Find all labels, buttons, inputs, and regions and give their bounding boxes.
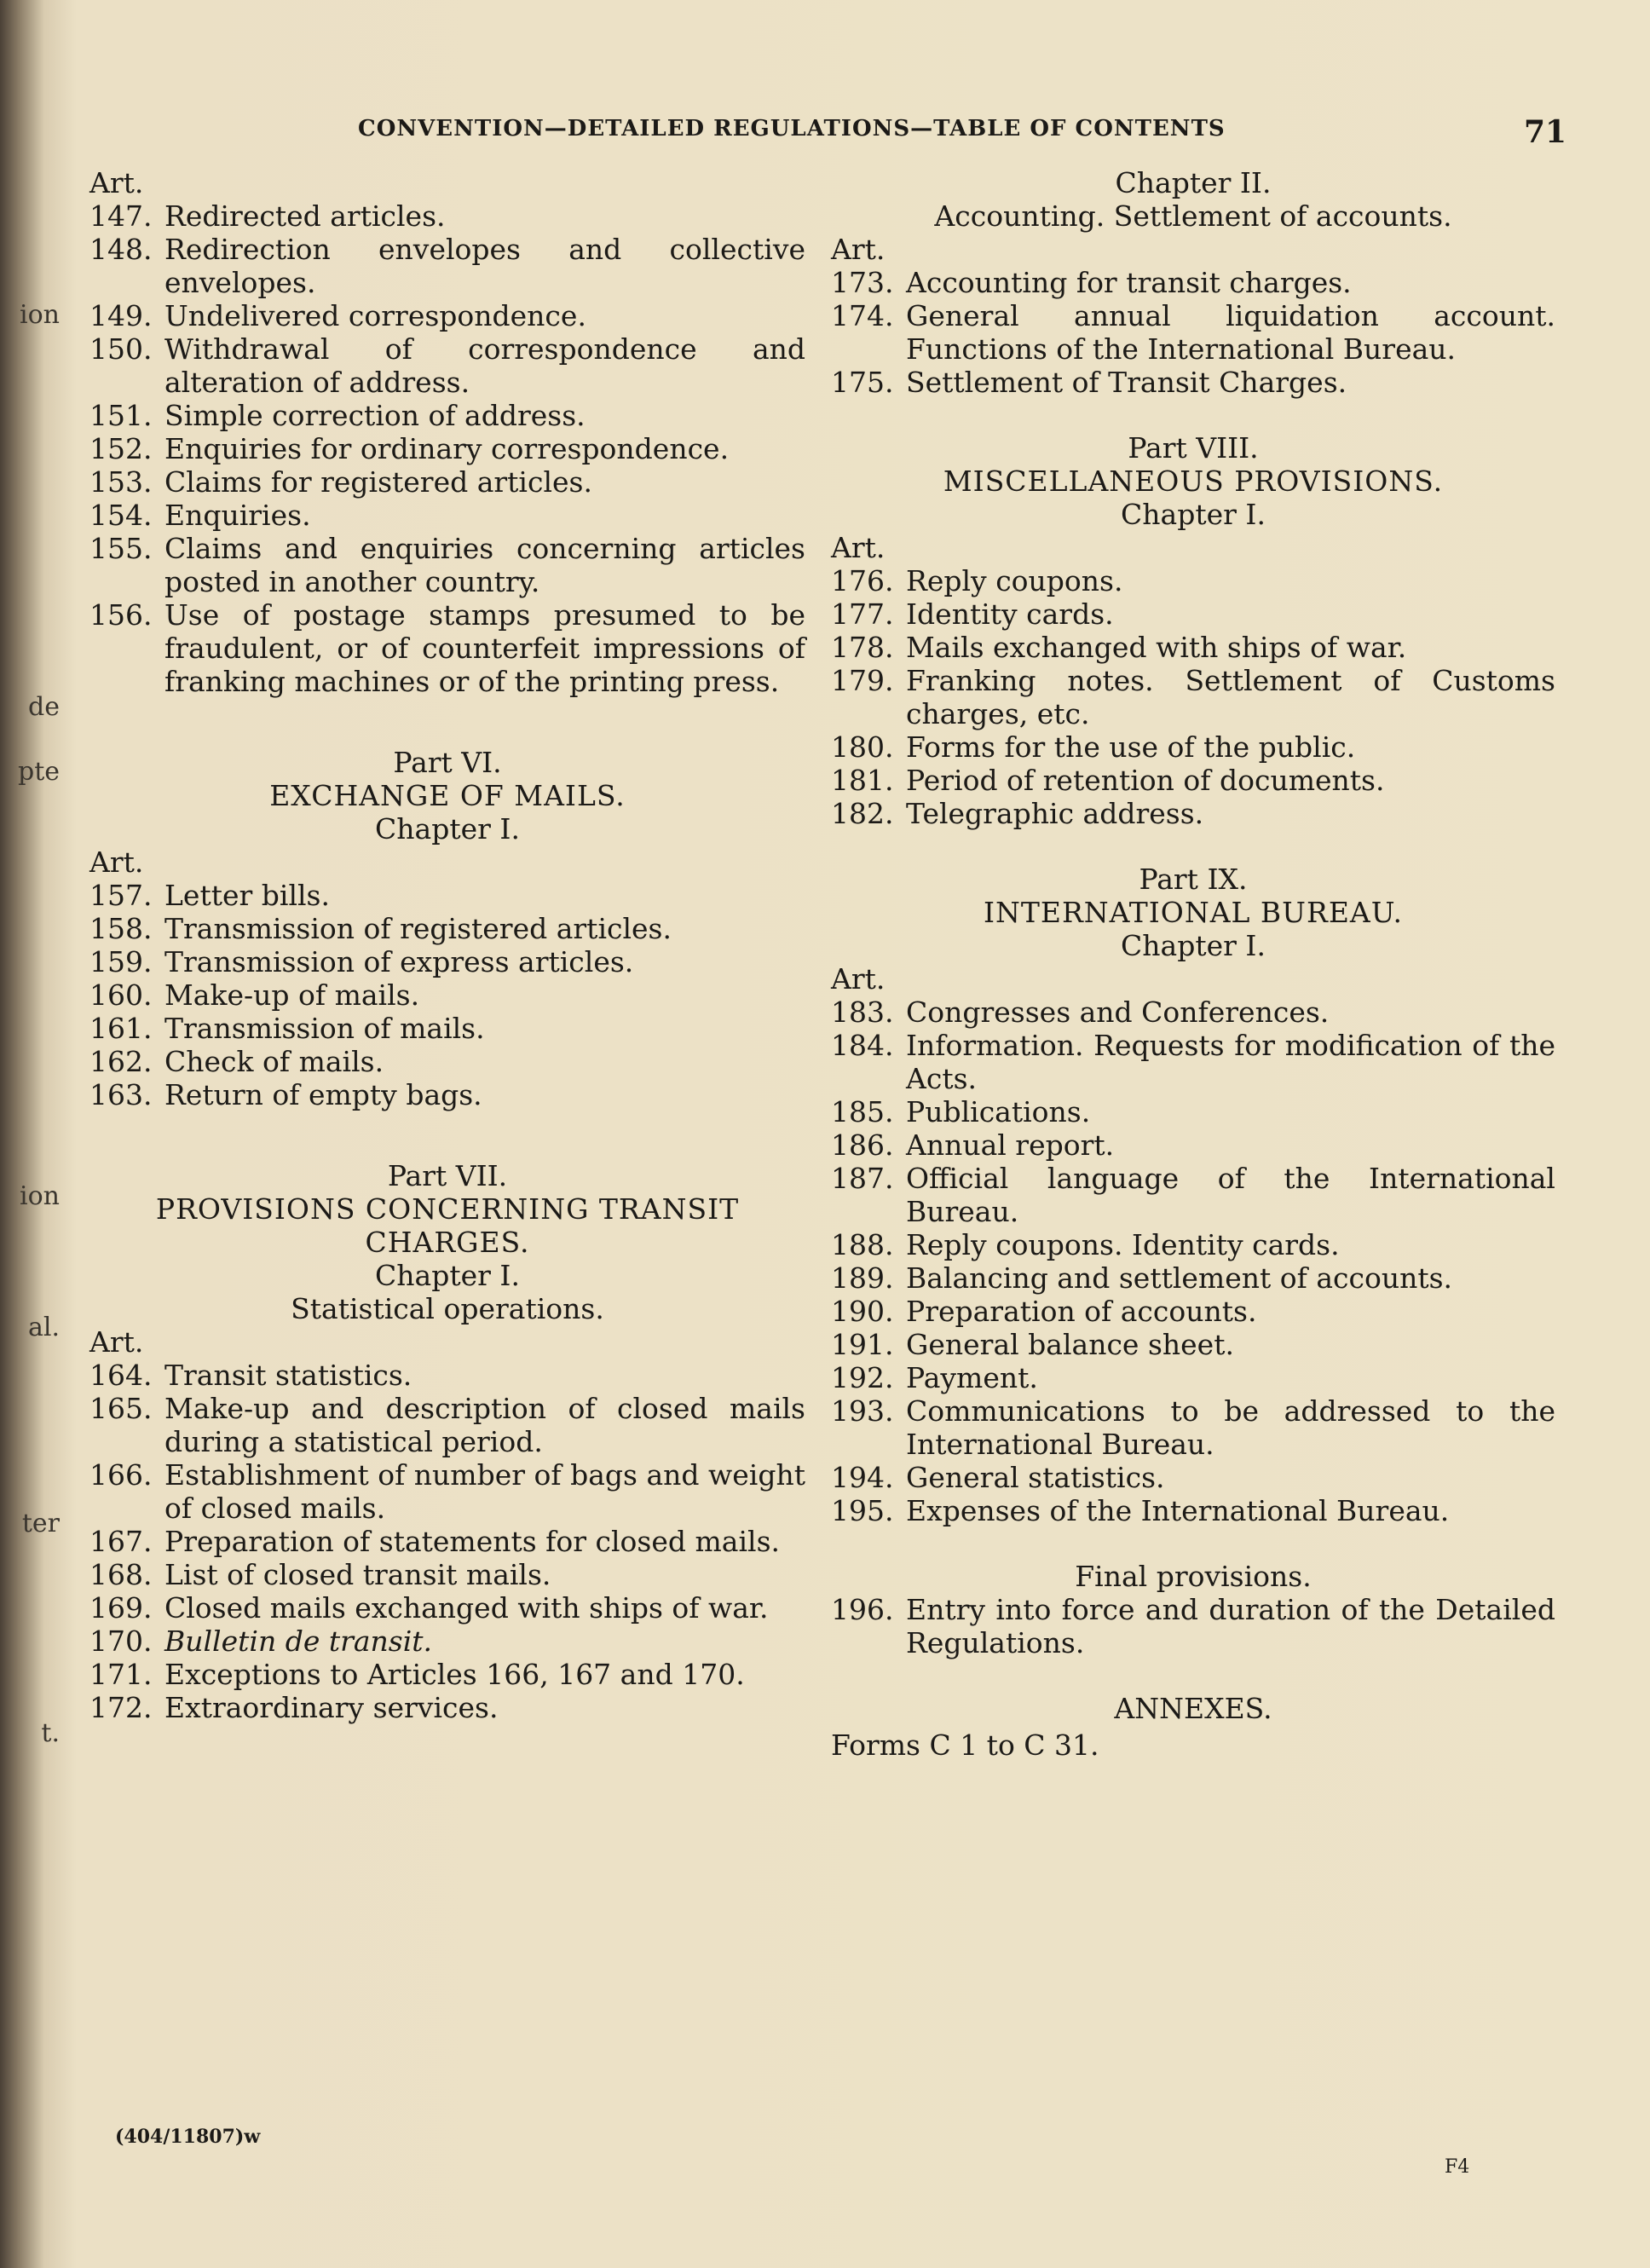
article-number: 177. <box>831 597 894 631</box>
article-title: Reply coupons. Identity cards. <box>906 1228 1340 1261</box>
article-title: General annual liquidation account. Functions of the International Bureau. <box>906 299 1555 366</box>
article-title: Redirected articles. <box>164 199 446 233</box>
toc-entry <box>831 1029 1555 1095</box>
article-number: 183. <box>831 995 894 1029</box>
margin-bleed-4: ion <box>20 1181 60 1211</box>
part-title: PROVISIONS CONCERNING TRANSIT CHARGES. <box>155 1192 740 1259</box>
article-number: 171. <box>89 1658 153 1691</box>
article-number: 194. <box>831 1461 894 1494</box>
toc-entry <box>831 1461 1555 1494</box>
article-number: 149. <box>89 299 153 332</box>
article-title: Congresses and Conferences. <box>906 995 1330 1029</box>
toc-entry <box>831 1593 1555 1659</box>
article-list <box>831 1593 1555 1659</box>
toc-entry <box>89 598 805 698</box>
article-number: 153. <box>89 465 153 499</box>
part-title: MISCELLANEOUS PROVISIONS. <box>943 465 1444 498</box>
article-title: Transmission of mails. <box>164 1012 485 1045</box>
toc-entry <box>89 532 805 598</box>
margin-bleed-3: pte <box>17 757 60 787</box>
article-title: Enquiries for ordinary correspondence. <box>164 432 730 465</box>
part-heading: Part VI. <box>393 746 502 779</box>
toc-entry <box>89 1045 805 1078</box>
toc-entry <box>831 1095 1555 1128</box>
article-title: Redirection envelopes and collective envelopes. <box>164 233 805 299</box>
part-title: INTERNATIONAL BUREAU. <box>983 896 1404 929</box>
article-title: Undelivered correspondence. <box>164 299 586 332</box>
toc-entry <box>89 399 805 432</box>
article-title: Simple correction of address. <box>164 399 586 432</box>
chapter-heading: Chapter I. <box>375 812 520 845</box>
article-number: 174. <box>831 299 894 332</box>
article-number: 173. <box>831 266 894 299</box>
toc-entry <box>89 499 805 532</box>
article-title: Return of empty bags. <box>164 1078 482 1111</box>
toc-entry <box>831 266 1555 299</box>
toc-entry <box>831 366 1555 399</box>
article-number: 189. <box>831 1261 894 1295</box>
article-number: 172. <box>89 1691 153 1724</box>
chapter-title: Accounting. Settlement of accounts. <box>934 199 1452 233</box>
article-number: 196. <box>831 1593 894 1626</box>
toc-entry <box>831 1228 1555 1261</box>
article-title: Franking notes. Settlement of Customs charges, etc. <box>906 664 1555 730</box>
toc-entry <box>89 233 805 299</box>
toc-entry <box>89 1078 805 1111</box>
article-title: Information. Requests for modification of the Acts. <box>906 1029 1555 1095</box>
chapter-heading: Chapter I. <box>375 1259 520 1292</box>
toc-entry <box>831 1162 1555 1228</box>
article-title: Transmission of express articles. <box>164 945 634 978</box>
article-number: 165. <box>89 1392 153 1425</box>
article-number: 191. <box>831 1328 894 1361</box>
article-number: 160. <box>89 978 153 1012</box>
annexes-heading: ANNEXES. <box>1114 1692 1272 1725</box>
article-title: Communications to be addressed to the International Bureau. <box>906 1394 1555 1461</box>
article-number: 195. <box>831 1494 894 1527</box>
article-number: 163. <box>89 1078 153 1111</box>
article-title: Letter bills. <box>164 879 330 912</box>
article-number: 154. <box>89 499 153 532</box>
toc-entry <box>831 995 1555 1029</box>
toc-entry <box>831 631 1555 664</box>
article-list <box>831 266 1555 399</box>
article-title: Balancing and settlement of accounts. <box>906 1261 1453 1295</box>
article-number: 157. <box>89 879 153 912</box>
article-title: General balance sheet. <box>906 1328 1234 1361</box>
article-title: Settlement of Transit Charges. <box>906 366 1347 399</box>
toc-entry <box>89 1625 805 1658</box>
toc-entry <box>89 199 805 233</box>
article-title: Establishment of number of bags and weight of closed mails. <box>164 1458 805 1525</box>
article-title: Entry into force and duration of the Detailed Regulations. <box>906 1593 1555 1659</box>
margin-bleed-1: ion <box>20 300 60 330</box>
article-title: Claims for registered articles. <box>164 465 592 499</box>
article-title: Mails exchanged with ships of war. <box>906 631 1407 664</box>
article-title: Check of mails. <box>164 1045 384 1078</box>
article-number: 147. <box>89 199 153 233</box>
final-provisions-heading: Final provisions. <box>1075 1560 1312 1593</box>
toc-entry <box>89 1359 805 1392</box>
toc-entry <box>89 1558 805 1591</box>
art-label: Art. <box>89 1325 144 1359</box>
part-heading: Part VII. <box>387 1159 508 1192</box>
toc-entry <box>89 299 805 332</box>
article-number: 148. <box>89 233 153 266</box>
print-code: (404/11807)w <box>115 2126 261 2148</box>
margin-bleed-6: ter <box>21 1509 60 1538</box>
margin-bleed-7: t. <box>41 1718 60 1748</box>
article-number: 184. <box>831 1029 894 1062</box>
article-title: Preparation of statements for closed mails. <box>164 1525 781 1558</box>
article-number: 150. <box>89 332 153 366</box>
toc-entry <box>831 1295 1555 1328</box>
margin-bleed-5: al. <box>27 1313 60 1342</box>
toc-entry <box>89 978 805 1012</box>
article-number: 170. <box>89 1625 153 1658</box>
toc-entry <box>831 664 1555 730</box>
article-title: Claims and enquiries concerning articles posted in another country. <box>164 532 805 598</box>
article-title: Reply coupons. <box>906 564 1123 597</box>
article-title: Exceptions to Articles 166, 167 and 170. <box>164 1658 745 1691</box>
toc-entry <box>831 1494 1555 1527</box>
toc-entry <box>831 597 1555 631</box>
article-number: 168. <box>89 1558 153 1591</box>
article-number: 187. <box>831 1162 894 1195</box>
chapter-subtitle: Statistical operations. <box>291 1292 604 1325</box>
toc-entry <box>89 1691 805 1724</box>
toc-entry <box>831 1328 1555 1361</box>
article-number: 190. <box>831 1295 894 1328</box>
toc-entry <box>89 912 805 945</box>
toc-entry <box>89 1392 805 1458</box>
article-number: 167. <box>89 1525 153 1558</box>
toc-entry <box>89 879 805 912</box>
running-title: CONVENTION—DETAILED REGULATIONS—TABLE OF CONTENTS <box>358 116 1226 141</box>
article-number: 166. <box>89 1458 153 1492</box>
article-number: 175. <box>831 366 894 399</box>
art-label: Art. <box>831 962 886 995</box>
article-number: 179. <box>831 664 894 697</box>
article-title: Enquiries. <box>164 499 311 532</box>
toc-entry <box>831 1394 1555 1461</box>
toc-entry <box>89 332 805 399</box>
article-title: Make-up and description of closed mails during a statistical period. <box>164 1392 805 1458</box>
art-label: Art. <box>831 531 886 564</box>
article-number: 155. <box>89 532 153 565</box>
article-title: Bulletin de transit. <box>164 1625 433 1658</box>
article-title: Expenses of the International Bureau. <box>906 1494 1450 1527</box>
article-number: 161. <box>89 1012 153 1045</box>
article-number: 158. <box>89 912 153 945</box>
toc-entry <box>89 1591 805 1625</box>
article-title: Use of postage stamps presumed to be fraudulent, or of counterfeit impressions of franking machines or of the printing press. <box>164 598 805 698</box>
article-number: 159. <box>89 945 153 978</box>
article-number: 188. <box>831 1228 894 1261</box>
article-list <box>831 564 1555 830</box>
article-title: Make-up of mails. <box>164 978 420 1012</box>
article-title: Period of retention of documents. <box>906 764 1385 797</box>
toc-entry <box>89 1012 805 1045</box>
article-number: 192. <box>831 1361 894 1394</box>
article-number: 178. <box>831 631 894 664</box>
article-list <box>89 879 805 1111</box>
article-number: 151. <box>89 399 153 432</box>
art-label: Art. <box>831 233 886 266</box>
article-title: List of closed transit mails. <box>164 1558 551 1591</box>
article-title: General statistics. <box>906 1461 1165 1494</box>
toc-entry <box>89 1458 805 1525</box>
right-column <box>831 166 1555 1762</box>
article-title: Withdrawal of correspondence and alteration of address. <box>164 332 805 399</box>
part-heading: Part IX. <box>1139 863 1248 896</box>
toc-entry <box>831 1261 1555 1295</box>
article-number: 186. <box>831 1128 894 1162</box>
article-title: Publications. <box>906 1095 1091 1128</box>
article-number: 156. <box>89 598 153 632</box>
chapter-heading: Chapter I. <box>1121 929 1266 962</box>
article-number: 176. <box>831 564 894 597</box>
toc-entry <box>89 465 805 499</box>
toc-entry <box>831 299 1555 366</box>
toc-entry <box>89 1525 805 1558</box>
art-label: Art. <box>89 166 144 199</box>
chapter-heading: Chapter I. <box>1121 498 1266 531</box>
signature-mark: F4 <box>1445 2156 1470 2178</box>
article-title: Identity cards. <box>906 597 1114 631</box>
article-number: 182. <box>831 797 894 830</box>
toc-entry <box>89 432 805 465</box>
article-number: 169. <box>89 1591 153 1625</box>
art-label: Art. <box>89 845 144 879</box>
toc-entry <box>831 564 1555 597</box>
article-title: Telegraphic address. <box>906 797 1204 830</box>
article-title: Closed mails exchanged with ships of war. <box>164 1591 769 1625</box>
page-number: 71 <box>1524 114 1567 150</box>
article-title: Transmission of registered articles. <box>164 912 672 945</box>
article-number: 162. <box>89 1045 153 1078</box>
article-title: Transit statistics. <box>164 1359 412 1392</box>
chapter-heading: Chapter II. <box>1115 166 1272 199</box>
article-title: Forms for the use of the public. <box>906 730 1356 764</box>
toc-entry <box>89 945 805 978</box>
article-title: Official language of the International Bureau. <box>906 1162 1555 1228</box>
left-column <box>89 166 805 1724</box>
article-number: 164. <box>89 1359 153 1392</box>
article-title: Preparation of accounts. <box>906 1295 1257 1328</box>
article-number: 185. <box>831 1095 894 1128</box>
article-number: 193. <box>831 1394 894 1428</box>
part-title: EXCHANGE OF MAILS. <box>269 779 626 812</box>
article-title: Extraordinary services. <box>164 1691 499 1724</box>
part-heading: Part VIII. <box>1128 431 1259 465</box>
article-title: Accounting for transit charges. <box>906 266 1352 299</box>
margin-bleed-2: de <box>28 692 60 722</box>
annexes-forms: Forms C 1 to C 31. <box>831 1728 1099 1762</box>
article-list <box>89 1359 805 1724</box>
article-number: 152. <box>89 432 153 465</box>
toc-entry <box>831 1361 1555 1394</box>
article-number: 180. <box>831 730 894 764</box>
article-list <box>89 199 805 698</box>
toc-entry <box>831 764 1555 797</box>
toc-entry <box>831 1128 1555 1162</box>
article-title: Payment. <box>906 1361 1038 1394</box>
toc-entry <box>831 730 1555 764</box>
toc-entry <box>831 797 1555 830</box>
article-title: Annual report. <box>906 1128 1115 1162</box>
toc-entry <box>89 1658 805 1691</box>
article-list <box>831 995 1555 1527</box>
article-number: 181. <box>831 764 894 797</box>
